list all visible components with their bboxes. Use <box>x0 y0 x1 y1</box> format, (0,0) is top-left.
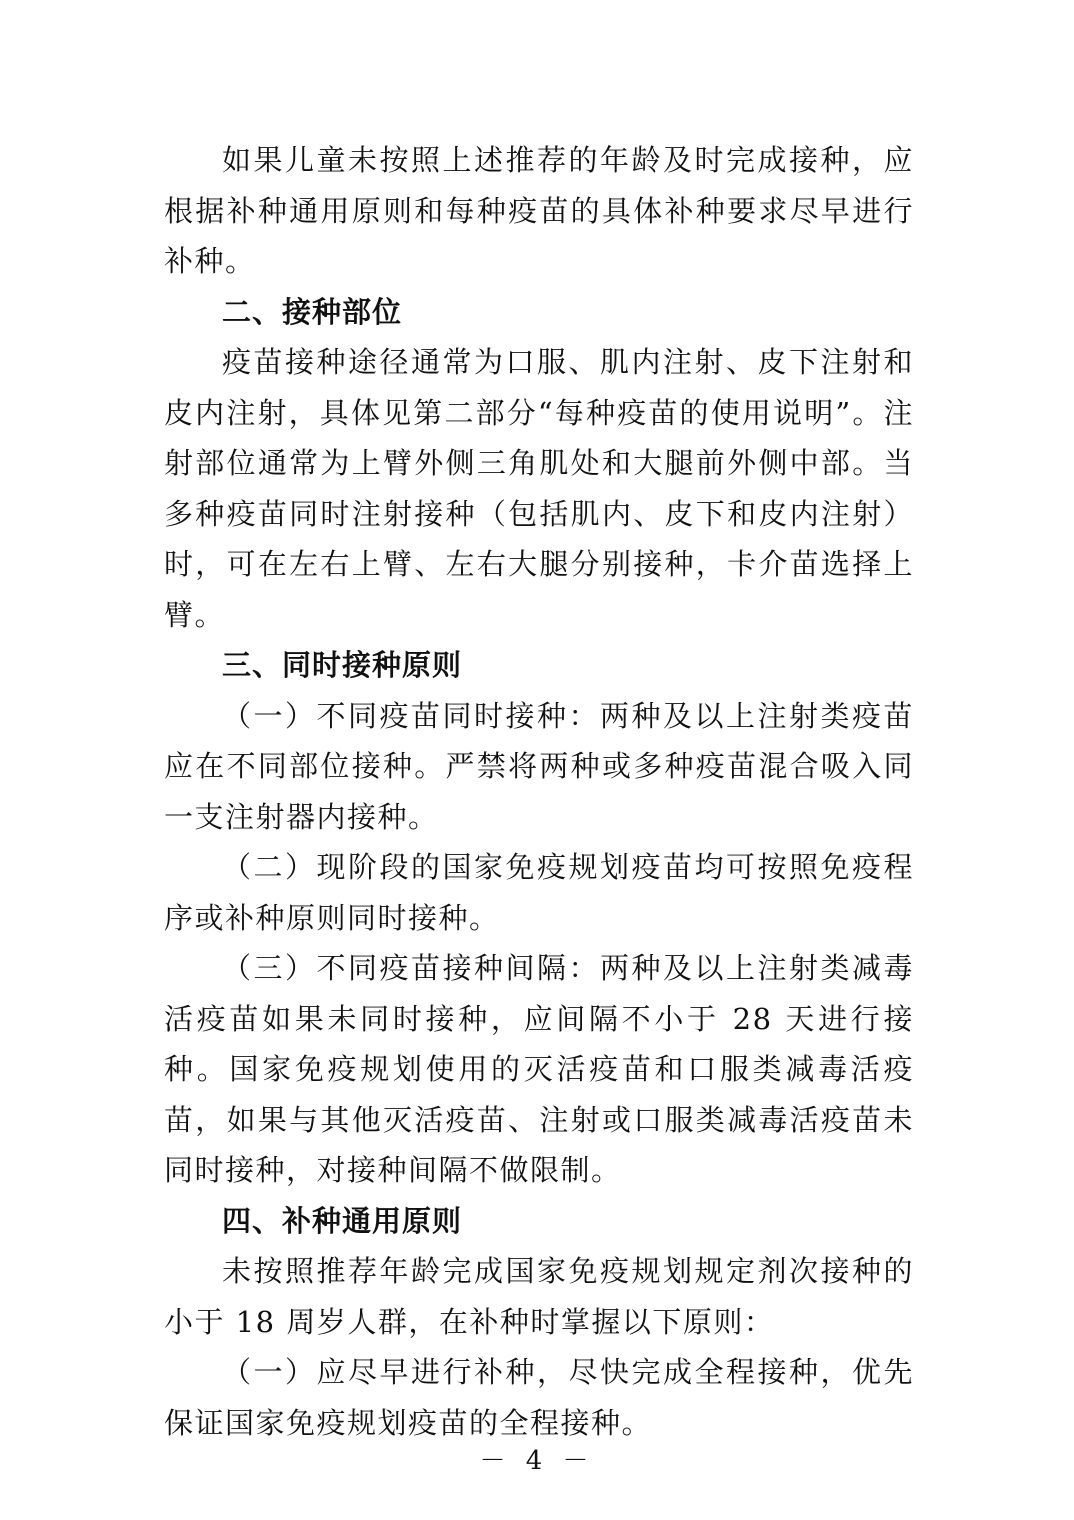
document-body <box>164 135 914 1448</box>
paragraph-simultaneous-3: （三）不同疫苗接种间隔：两种及以上注射类减毒活疫苗如果未同时接种，应间隔不小于 28 天进行接种。国家免疫规划使用的灭活疫苗和口服类减毒活疫苗，如果与其他灭活疫苗、注射或口服类减毒活疫苗未同时接种，对接种间隔不做限制。 <box>164 951 914 1187</box>
paragraph-simultaneous-1: （一）不同疫苗同时接种：两种及以上注射类疫苗应在不同部位接种。严禁将两种或多种疫苗混合吸入同一支注射器内接种。 <box>164 698 914 834</box>
paragraph-catch-up-scope: 未按照推荐年龄完成国家免疫规划规定剂次接种的小于 18 周岁人群，在补种时掌握以下原则： <box>164 1254 914 1339</box>
paragraph-simultaneous-2: （二）现阶段的国家免疫规划疫苗均可按照免疫程序或补种原则同时接种。 <box>164 850 914 935</box>
section-heading-catch-up: 四、补种通用原则 <box>222 1203 463 1238</box>
paragraph-catch-up-intro: 如果儿童未按照上述推荐的年龄及时完成接种，应根据补种通用原则和每种疫苗的具体补种要求尽早进行补种。 <box>164 143 914 278</box>
paragraph-catch-up-1: （一）应尽早进行补种，尽快完成全程接种，优先保证国家免疫规划疫苗的全程接种。 <box>164 1355 914 1440</box>
section-heading-simultaneous: 三、同时接种原则 <box>222 648 463 682</box>
paragraph-injection-site: 疫苗接种途径通常为口服、肌内注射、皮下注射和皮内注射，具体见第二部分“每种疫苗的使用说明”。注射部位通常为上臂外侧三角肌处和大腿前外侧中部。当多种疫苗同时注射接种（包括肌内、皮下和皮内注射）时，可在左右上臂、左右大腿分别接种，卡介苗选择上臂。 <box>164 345 914 632</box>
page-number: － 4 － <box>479 1446 595 1476</box>
section-heading-injection-site: 二、接种部位 <box>222 294 403 329</box>
